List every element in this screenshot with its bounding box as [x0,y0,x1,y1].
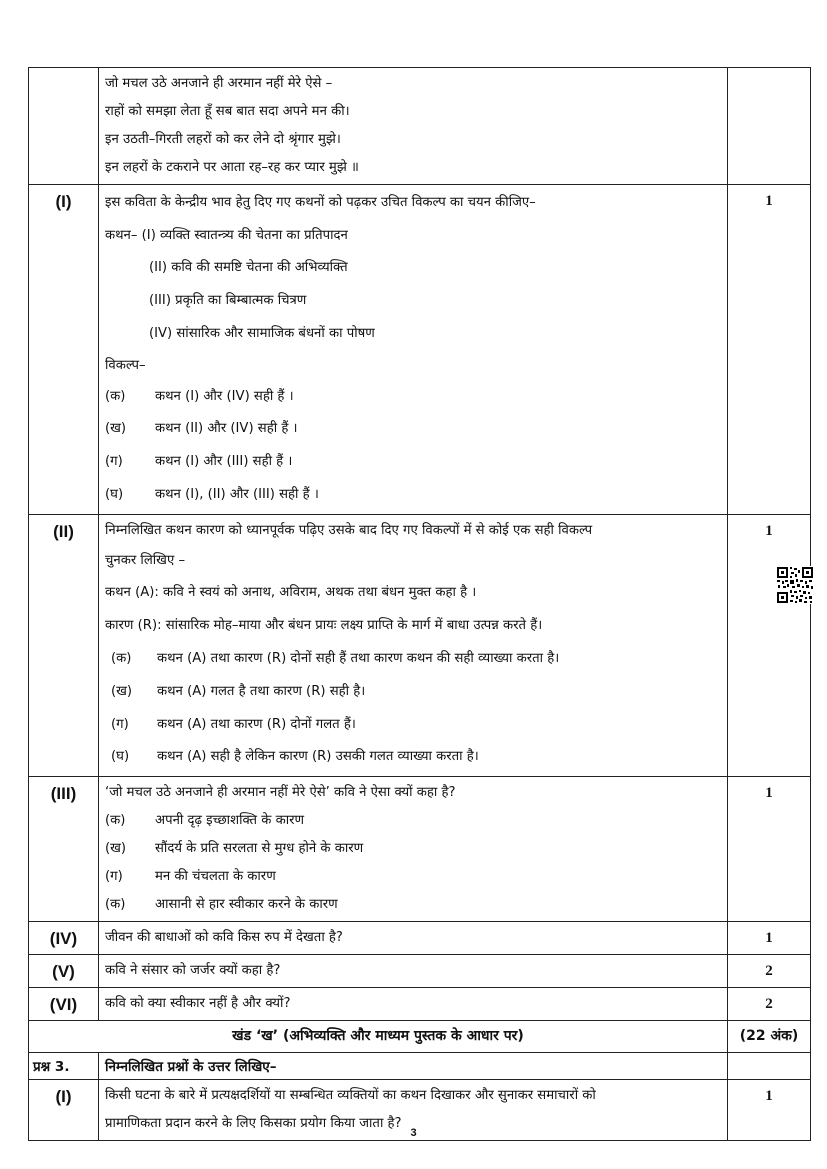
num-cell [29,68,99,185]
statement: (IV) सांसारिक और सामाजिक बंधनों का पोषण [149,325,375,341]
question-label: प्रश्न 3. [29,1053,99,1080]
page-number: 3 [410,1127,417,1139]
option-text: अपनी दृढ़ इच्छाशक्ति के कारण [155,813,305,829]
poem-line: इन लहरों के टकराने पर आता रह–रह कर प्यार मुझे ॥ [105,160,359,175]
question-marks: 1 [728,1080,811,1141]
question-marks: 1 [728,514,811,776]
exam-question-table [28,67,811,1141]
option [105,891,721,919]
question-body [99,922,728,955]
question-number: (V) [29,955,99,988]
option-label: (घ) [105,487,124,503]
question-row-5 [29,955,811,988]
question3-header-row [29,1053,811,1080]
question-row-2 [29,514,811,776]
poem-line: जो मचल उठे अनजाने ही अरमान नहीं मेरे ऐसे – [105,76,333,91]
option-text: कथन (A) गलत है तथा कारण (R) सही है। [157,683,366,699]
question-marks: 2 [728,988,811,1021]
option [105,709,721,742]
option-label: (क) [105,388,126,404]
question-body [99,955,728,988]
options-label: विकल्प– [105,357,146,373]
section-marks: (22 अंक) [728,1021,811,1053]
option [105,479,721,512]
qr-code-icon [776,566,814,604]
option-text: कथन (A) तथा कारण (R) दोनों सही हैं तथा कारण कथन की सही व्याख्या करता है। [157,650,560,666]
question-number: (I) [29,185,99,515]
question-row-3 [29,777,811,922]
question-marks: 1 [728,185,811,515]
marks-cell [728,1053,811,1080]
question-title: निम्नलिखित प्रश्नों के उत्तर लिखिए– [99,1053,728,1080]
question-marks: 2 [728,955,811,988]
option-text: कथन (A) सही है लेकिन कारण (R) उसकी गलत व्याख्या करता है। [157,749,479,765]
section-title: खंड ‘ख’ (अभिव्यक्ति और माध्यम पुस्तक के आधार पर) [29,1021,728,1053]
statement: कथन– (I) व्यक्ति स्वातन्त्र्य की चेतना का प्रतिपादन [105,227,348,243]
question-body [99,777,728,922]
question-text: कवि को क्या स्वीकार नहीं है और क्यों? [105,996,291,1012]
option-text: आसानी से हार स्वीकार करने के कारण [155,897,338,913]
option-text: सौंदर्य के प्रति सरलता से मुग्ध होने के कारण [155,841,364,857]
option-label: (ग) [105,869,123,885]
option-text: कथन (II) और (IV) सही हैं । [155,421,298,437]
question-text: इस कविता के केन्द्रीय भाव हेतु दिए गए कथनों को पढ़कर उचित विकल्प का चयन कीजिए– [105,195,536,210]
option-text: मन की चंचलता के कारण [155,869,276,885]
question-number: (VI) [29,988,99,1021]
option [105,676,721,709]
option-label: (ख) [105,841,127,857]
question-row-6 [29,988,811,1021]
reason: कारण (R): सांसारिक मोह–माया और बंधन प्रायः लक्ष्य प्राप्ति के मार्ग में बाधा उत्पन्न करते हैं। [105,618,543,634]
poem-line: इन उठती–गिरती लहरों को कर लेने दो श्रृंगार मुझे। [105,132,341,147]
option [105,413,721,446]
question-text: जीवन की बाधाओं को कवि किस रुप में देखता है? [105,930,343,946]
option-label: (क) [105,813,126,829]
option-label: (क) [111,650,132,666]
option [105,807,721,835]
option-label: (ख) [105,421,127,437]
question-marks: 1 [728,777,811,922]
question-body [99,185,728,515]
poem-row [29,68,811,185]
poem-cell [99,68,728,185]
question-text: निम्नलिखित कथन कारण को ध्यानपूर्वक पढ़िए उसके बाद दिए गए विकल्पों में से कोई एक सही विकल्प [105,522,593,538]
marks-cell [728,68,811,185]
question-number: (II) [29,514,99,776]
option-text: कथन (A) तथा कारण (R) दोनों गलत हैं। [157,716,356,732]
statement: (II) कवि की समष्टि चेतना की अभिव्यक्ति [149,260,348,276]
section-header-row [29,1021,811,1053]
statement: (III) प्रकृति का बिम्बात्मक चित्रण [149,293,307,309]
question-text: प्रामाणिकता प्रदान करने के लिए किसका प्रयोग किया जाता है? [105,1116,402,1132]
question-text: किसी घटना के बारे में प्रत्यक्षदर्शियों या सम्बन्धित व्यक्तियों का कथन दिखाकर और सुनाकर समाचारों को [105,1088,596,1104]
poem-line: राहों को समझा लेता हूँ सब बात सदा अपने मन की। [105,104,350,119]
option-label: (ग) [111,716,129,732]
option [105,446,721,479]
question-text: चुनकर लिखिए – [105,552,186,568]
option [105,643,721,676]
question-number: (I) [29,1080,99,1141]
option-label: (ख) [111,683,133,699]
question-number: (IV) [29,922,99,955]
question-row-1 [29,185,811,515]
question-text: ‘जो मचल उठे अनजाने ही अरमान नहीं मेरे ऐसे’ कवि ने ऐसा क्यों कहा है? [105,785,456,801]
option [105,863,721,891]
question-body [99,988,728,1021]
question-row-4 [29,922,811,955]
question-text: कवि ने संसार को जर्जर क्यों कहा है? [105,963,281,979]
question-marks: 1 [728,922,811,955]
question-body [99,514,728,776]
option [105,381,721,414]
assertion: कथन (A): कवि ने स्वयं को अनाथ, अविराम, अथक तथा बंधन मुक्त कहा है । [105,585,477,601]
option-label: (ग) [105,454,123,470]
option-text: कथन (I) और (IV) सही हैं । [155,388,294,404]
option [105,835,721,863]
option-label: (घ) [111,749,130,765]
question-number: (III) [29,777,99,922]
option-text: कथन (I), (II) और (III) सही हैं । [155,487,319,503]
option-label: (क) [105,897,126,913]
option-text: कथन (I) और (III) सही हैं । [155,454,293,470]
option [105,741,721,774]
